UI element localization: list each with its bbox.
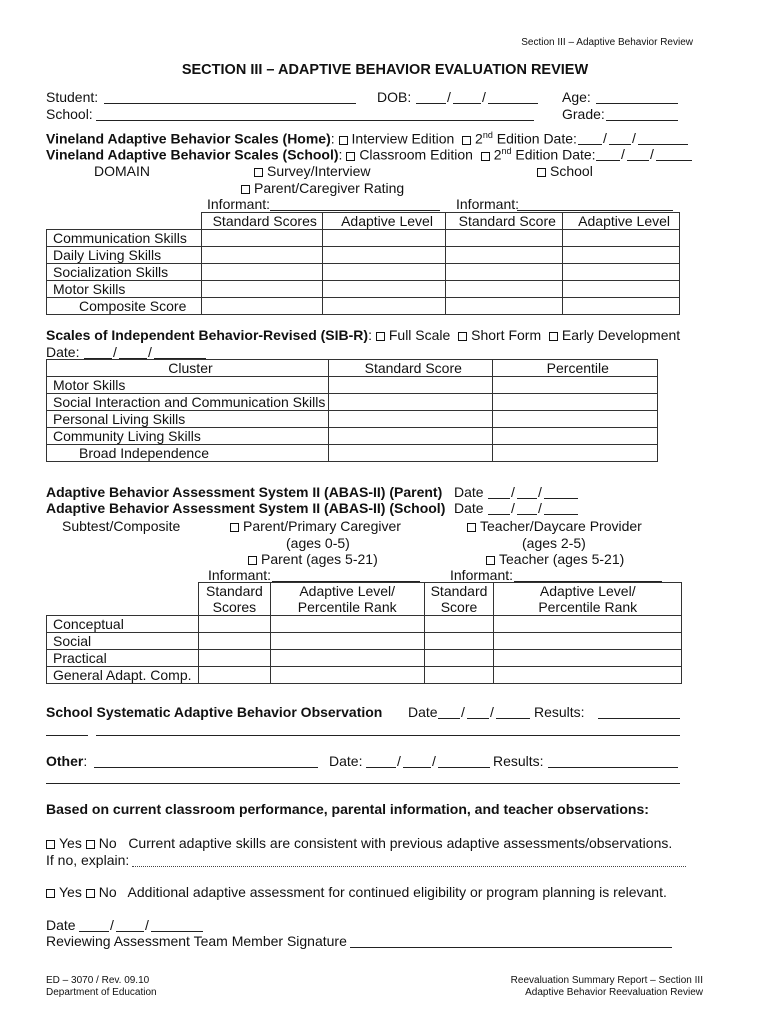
additional-no-checkbox[interactable] — [86, 889, 95, 898]
row-label: Practical — [47, 650, 199, 667]
consistent-yes-checkbox[interactable] — [46, 840, 55, 849]
other-line — [46, 753, 87, 769]
row-label: Broad Independence — [47, 445, 329, 462]
score-cell[interactable] — [494, 616, 682, 633]
student-field[interactable] — [104, 103, 356, 104]
table-row — [47, 230, 680, 247]
column-header: Cluster — [47, 360, 329, 377]
table-row — [47, 616, 682, 633]
signature-field[interactable] — [350, 947, 672, 948]
table-row — [47, 377, 658, 394]
sibr-line: Scales of Independent Behavior-Revised (SIB-R): Full Scale Short Form Early Development — [46, 327, 681, 343]
vineland-table — [46, 212, 680, 315]
home-edition-date-label: Edition Date: — [492, 130, 577, 147]
score-cell[interactable] — [563, 264, 680, 281]
table-row — [47, 650, 682, 667]
early-development-checkbox[interactable] — [549, 332, 558, 341]
abas-school-date-year[interactable] — [544, 514, 578, 515]
column-header-line: Percentile Rank — [538, 599, 638, 615]
interview-edition-label: Interview Edition — [351, 130, 455, 147]
vineland-home-title: Vineland Adaptive Behavior Scales (Home) — [46, 130, 331, 147]
score-cell[interactable] — [563, 230, 680, 247]
score-cell[interactable] — [446, 264, 563, 281]
score-cell[interactable] — [328, 394, 492, 411]
early-development-label: Early Development — [561, 327, 681, 343]
additional-assessment-line — [46, 884, 667, 900]
teacher-daycare-checkbox[interactable] — [467, 523, 476, 532]
no-label: No — [98, 835, 117, 851]
score-cell[interactable] — [198, 650, 270, 667]
teacher-daycare-option — [467, 518, 642, 534]
signature-date-day[interactable] — [116, 931, 144, 932]
column-header — [270, 583, 424, 616]
informant-label: Informant: — [208, 567, 272, 583]
table-row — [47, 394, 658, 411]
score-cell[interactable] — [494, 633, 682, 650]
explain-field[interactable] — [132, 866, 686, 867]
observation-date-day[interactable] — [467, 718, 489, 719]
date-separator: / — [113, 344, 117, 360]
date-separator: / — [145, 917, 149, 933]
teacher-daycare-label: Teacher/Daycare Provider — [480, 518, 642, 534]
abas-parent-date-label: Date — [454, 484, 484, 500]
observation-notes-field[interactable] — [96, 735, 680, 736]
teacher-5-21-label: Teacher (ages 5-21) — [499, 551, 625, 567]
home-date-year-field[interactable] — [638, 144, 688, 145]
score-cell[interactable] — [201, 281, 322, 298]
other-results-label: Results: — [493, 753, 544, 769]
parent-primary-checkbox[interactable] — [230, 523, 239, 532]
parent-5-21-label: Parent (ages 5-21) — [261, 551, 378, 567]
abas-parent-date-day[interactable] — [517, 498, 537, 499]
signature-date-month[interactable] — [79, 931, 109, 932]
observation-date-label: Date — [408, 704, 438, 720]
other-field[interactable] — [94, 767, 318, 768]
school-date-month-field[interactable] — [596, 160, 620, 161]
score-cell[interactable] — [494, 667, 682, 684]
home-date-day-field[interactable] — [609, 144, 631, 145]
score-cell[interactable] — [492, 445, 657, 462]
date-separator: / — [511, 484, 515, 500]
report-title: Reevaluation Summary Report – Section III — [510, 975, 703, 986]
dob-day-field[interactable] — [453, 103, 481, 104]
score-cell[interactable] — [563, 298, 680, 315]
student-label: Student: — [46, 89, 99, 105]
survey-interview-option — [254, 163, 370, 179]
row-label: Social — [47, 633, 199, 650]
other-label: Other — [46, 753, 84, 769]
date-separator: / — [621, 146, 625, 162]
running-header: Section III – Adaptive Behavior Review — [521, 37, 693, 48]
observation-title: School Systematic Adaptive Behavior Observation — [46, 704, 383, 720]
score-cell[interactable] — [492, 428, 657, 445]
score-cell[interactable] — [328, 377, 492, 394]
date-separator: / — [110, 917, 114, 933]
dob-separator: / — [482, 89, 486, 105]
date-separator: / — [397, 753, 401, 769]
score-cell[interactable] — [201, 264, 322, 281]
school-option — [537, 163, 593, 179]
score-cell[interactable] — [424, 650, 494, 667]
teacher-ages-label: (ages 2-5) — [522, 535, 586, 551]
score-cell[interactable] — [424, 616, 494, 633]
score-cell[interactable] — [446, 298, 563, 315]
score-cell[interactable] — [201, 230, 322, 247]
abas-table — [46, 582, 682, 684]
column-header-line: Standard — [430, 583, 488, 599]
table-row — [47, 247, 680, 264]
home-edition-sup: nd — [482, 130, 493, 140]
table-row — [47, 264, 680, 281]
score-cell[interactable] — [328, 428, 492, 445]
yes-label: Yes — [59, 835, 82, 851]
row-label: Daily Living Skills — [47, 247, 202, 264]
age-field[interactable] — [596, 103, 678, 104]
abas-parent-date-month[interactable] — [488, 498, 510, 499]
column-header-line: Adaptive Level/ — [299, 583, 396, 599]
score-cell[interactable] — [424, 633, 494, 650]
blank-cell — [47, 583, 199, 616]
sibr-title: Scales of Independent Behavior-Revised (SIB-R) — [46, 327, 369, 343]
parent-5-21-checkbox[interactable] — [248, 556, 257, 565]
domain-header: DOMAIN — [94, 163, 150, 179]
parent-primary-label: Parent/Primary Caregiver — [243, 518, 401, 534]
table-row — [47, 428, 658, 445]
abas-school-title: Adaptive Behavior Assessment System II (ABAS-II) (School) — [46, 500, 446, 516]
parent-caregiver-option — [241, 180, 404, 196]
row-label: Socialization Skills — [47, 264, 202, 281]
table-row — [47, 281, 680, 298]
full-scale-checkbox[interactable] — [376, 332, 385, 341]
vineland-school-line: Vineland Adaptive Behavior Scales (School): Classroom Edition 2nd Edition Date: — [46, 146, 596, 163]
school-date-day-field[interactable] — [627, 160, 649, 161]
school-2nd-edition-checkbox[interactable] — [481, 152, 490, 161]
column-header: Standard Scores — [201, 213, 322, 230]
table-row — [47, 411, 658, 428]
interview-edition-checkbox[interactable] — [339, 136, 348, 145]
abas-parent-title: Adaptive Behavior Assessment System II (ABAS-II) (Parent) — [46, 484, 443, 500]
school-label: School: — [46, 106, 93, 122]
other-results-field[interactable] — [548, 767, 678, 768]
date-separator: / — [432, 753, 436, 769]
row-label: Social Interaction and Communication Skills — [47, 394, 329, 411]
score-cell[interactable] — [201, 247, 322, 264]
score-cell[interactable] — [446, 230, 563, 247]
column-header — [198, 583, 270, 616]
subtest-header: Subtest/Composite — [62, 518, 181, 534]
other-notes-field[interactable] — [46, 783, 680, 784]
abas-school-date-day[interactable] — [517, 514, 537, 515]
teacher-5-21-option — [486, 551, 624, 567]
page-title: SECTION III – ADAPTIVE BEHAVIOR EVALUATION REVIEW — [181, 62, 589, 78]
date-separator: / — [148, 344, 152, 360]
home-2nd-edition-checkbox[interactable] — [462, 136, 471, 145]
explain-label: If no, explain: — [46, 852, 130, 868]
score-cell[interactable] — [270, 650, 424, 667]
row-label: Motor Skills — [47, 281, 202, 298]
dob-year-field[interactable] — [488, 103, 538, 104]
score-cell[interactable] — [322, 281, 446, 298]
column-header-line: Percentile Rank — [297, 599, 397, 615]
score-cell[interactable] — [424, 667, 494, 684]
conclusion-heading: Based on current classroom performance, parental information, and teacher observations: — [46, 801, 649, 817]
parent-ages-label: (ages 0-5) — [286, 535, 350, 551]
date-separator: / — [650, 146, 654, 162]
parent-caregiver-checkbox[interactable] — [241, 185, 250, 194]
date-separator: / — [511, 500, 515, 516]
date-separator: / — [538, 500, 542, 516]
signature-label: Reviewing Assessment Team Member Signature — [46, 933, 347, 949]
column-header: Standard Score — [446, 213, 563, 230]
score-cell[interactable] — [563, 247, 680, 264]
column-header: Percentile — [492, 360, 657, 377]
abas-school-date-month[interactable] — [488, 514, 510, 515]
dob-label: DOB: — [377, 89, 412, 105]
dob-separator: / — [447, 89, 451, 105]
grade-field[interactable] — [606, 120, 678, 121]
other-date-year[interactable] — [438, 767, 490, 768]
table-header-row — [47, 360, 658, 377]
vineland-home-line: Vineland Adaptive Behavior Scales (Home): Interview Edition 2nd Edition Date: — [46, 130, 577, 147]
score-cell[interactable] — [270, 633, 424, 650]
classroom-edition-checkbox[interactable] — [346, 152, 355, 161]
score-cell[interactable] — [492, 394, 657, 411]
abas-school-date-label: Date — [454, 500, 484, 516]
date-separator: / — [632, 130, 636, 146]
vineland-school-title: Vineland Adaptive Behavior Scales (School) — [46, 146, 339, 163]
dob-month-field[interactable] — [416, 103, 446, 104]
home-informant-field[interactable] — [270, 210, 440, 211]
column-header-line: Score — [440, 599, 478, 615]
date-separator: / — [603, 130, 607, 146]
parent-caregiver-label: Parent/Caregiver Rating — [254, 180, 405, 196]
consistency-line — [46, 835, 672, 851]
home-edition-number: 2 — [475, 130, 483, 147]
school-date-year-field[interactable] — [656, 160, 692, 161]
observation-date-month[interactable] — [438, 718, 460, 719]
column-header-line: Adaptive Level/ — [539, 583, 636, 599]
table-row — [47, 445, 658, 462]
row-label: Communication Skills — [47, 230, 202, 247]
column-header-line: Standard — [205, 583, 263, 599]
row-label: Personal Living Skills — [47, 411, 329, 428]
short-form-label: Short Form — [471, 327, 542, 343]
date-separator: / — [538, 484, 542, 500]
score-cell[interactable] — [322, 264, 446, 281]
signature-date-label: Date — [46, 917, 76, 933]
blank-cell — [47, 213, 202, 230]
age-label: Age: — [562, 89, 591, 105]
column-header: Adaptive Level — [322, 213, 446, 230]
date-separator: / — [461, 704, 465, 720]
short-form-checkbox[interactable] — [458, 332, 467, 341]
column-header — [494, 583, 682, 616]
abas-parent-date-year[interactable] — [544, 498, 578, 499]
school-option-label: School — [550, 163, 593, 179]
survey-interview-label: Survey/Interview — [267, 163, 371, 179]
other-date-label: Date: — [329, 753, 363, 769]
school-informant-field[interactable] — [517, 210, 673, 211]
other-date-day[interactable] — [403, 767, 431, 768]
score-cell[interactable] — [328, 411, 492, 428]
date-separator: / — [490, 704, 494, 720]
score-cell[interactable] — [270, 667, 424, 684]
home-date-month-field[interactable] — [578, 144, 602, 145]
table-row — [47, 667, 682, 684]
score-cell[interactable] — [201, 298, 322, 315]
column-header: Adaptive Level — [563, 213, 680, 230]
table-header-row — [47, 583, 682, 616]
score-cell[interactable] — [322, 230, 446, 247]
score-cell[interactable] — [322, 298, 446, 315]
teacher-5-21-checkbox[interactable] — [486, 556, 495, 565]
additional-statement: Additional adaptive assessment for continued eligibility or program planning is relevant. — [127, 884, 667, 900]
informant-label: Informant: — [456, 196, 520, 212]
classroom-edition-label: Classroom Edition — [359, 146, 473, 163]
column-header — [424, 583, 494, 616]
full-scale-label: Full Scale — [388, 327, 451, 343]
column-header-line: Scores — [212, 599, 257, 615]
score-cell[interactable] — [198, 633, 270, 650]
table-row — [47, 633, 682, 650]
observation-results-field[interactable] — [598, 718, 680, 719]
score-cell[interactable] — [563, 281, 680, 298]
observation-results-label: Results: — [534, 704, 585, 720]
parent-5-21-option — [248, 551, 378, 567]
score-cell[interactable] — [198, 667, 270, 684]
score-cell[interactable] — [492, 377, 657, 394]
score-cell[interactable] — [328, 445, 492, 462]
signature-date-year[interactable] — [151, 931, 203, 932]
informant-label: Informant: — [450, 567, 514, 583]
other-date-month[interactable] — [366, 767, 396, 768]
score-cell[interactable] — [198, 616, 270, 633]
informant-label: Informant: — [207, 196, 271, 212]
consistency-statement: Current adaptive skills are consistent with previous adaptive assessments/observations. — [128, 835, 673, 851]
report-subtitle: Adaptive Behavior Reevaluation Review — [525, 987, 703, 998]
observation-date-year[interactable] — [496, 718, 530, 719]
row-label: General Adapt. Comp. — [47, 667, 199, 684]
observation-notes-field-short[interactable] — [46, 735, 88, 736]
consistent-no-checkbox[interactable] — [86, 840, 95, 849]
no-label: No — [98, 884, 117, 900]
form-number: ED – 3070 / Rev. 09.10 — [46, 975, 150, 986]
school-edition-number: 2 — [493, 146, 502, 163]
row-label: Conceptual — [47, 616, 199, 633]
school-edition-date-label: Edition Date: — [511, 146, 596, 163]
row-label: Composite Score — [47, 298, 202, 315]
parent-primary-option — [230, 518, 401, 534]
other-colon: : — [83, 753, 88, 769]
department-name: Department of Education — [46, 987, 157, 998]
sibr-table — [46, 359, 658, 462]
school-edition-sup: nd — [501, 146, 512, 156]
school-checkbox[interactable] — [537, 168, 546, 177]
table-row — [47, 298, 680, 315]
score-cell[interactable] — [494, 650, 682, 667]
sibr-date-label: Date: — [46, 344, 80, 360]
yes-label: Yes — [59, 884, 82, 900]
grade-label: Grade: — [562, 106, 605, 122]
row-label: Community Living Skills — [47, 428, 329, 445]
score-cell[interactable] — [446, 281, 563, 298]
survey-interview-checkbox[interactable] — [254, 168, 263, 177]
score-cell[interactable] — [492, 411, 657, 428]
score-cell[interactable] — [446, 247, 563, 264]
table-header-row — [47, 213, 680, 230]
score-cell[interactable] — [322, 247, 446, 264]
row-label: Motor Skills — [47, 377, 329, 394]
score-cell[interactable] — [270, 616, 424, 633]
column-header: Standard Score — [328, 360, 492, 377]
additional-yes-checkbox[interactable] — [46, 889, 55, 898]
school-field[interactable] — [96, 120, 534, 121]
